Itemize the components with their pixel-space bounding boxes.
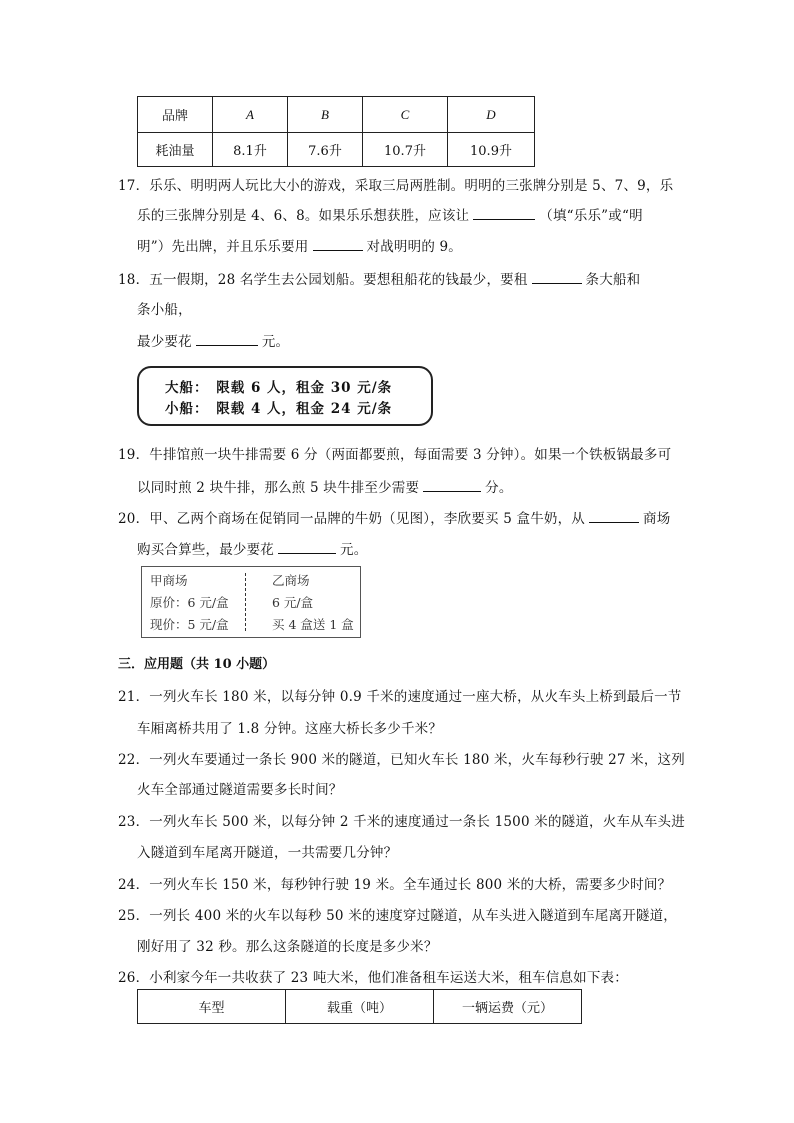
answer-blank[interactable] <box>196 332 258 346</box>
small-boat-info: 小船： 限载 4 人，租金 24 元/条 <box>165 401 393 417</box>
q17-line2 <box>137 204 643 224</box>
answer-blank[interactable] <box>589 509 639 523</box>
divider <box>245 573 246 631</box>
table-header-brand: 品牌 <box>138 97 213 133</box>
q22-line1: 22．一列火车要通过一条长 900 米的隧道，已知火车长 180 米，火车每秒行驶 27 米，这列 <box>118 752 685 768</box>
q18-text: 条大船和 <box>585 272 641 288</box>
mall-a-current-price: 现价：5 元/盒 <box>150 617 229 632</box>
q18-text: 最少要花 <box>137 334 192 350</box>
table-header-fee: 一辆运费（元） <box>434 990 582 1024</box>
brand-cell: A <box>213 97 288 133</box>
fuel-value-cell: 7.6升 <box>288 133 363 167</box>
mall-b-offer: 买 4 盒送 1 盒 <box>272 617 354 632</box>
q18-line2: 条小船， <box>137 302 192 318</box>
fuel-consumption-table <box>137 96 535 167</box>
mall-a-original-price: 原价：6 元/盒 <box>150 595 229 610</box>
q20-text: 商场 <box>643 511 671 527</box>
brand-cell: B <box>288 97 363 133</box>
fuel-value-cell: 10.9升 <box>448 133 535 167</box>
q19-text: 以同时煎 2 块牛排，那么煎 5 块牛排至少需要 <box>137 480 420 496</box>
table-header-vehicle-type: 车型 <box>138 990 286 1024</box>
q17-text: 明”）先出牌，并且乐乐要用 <box>137 239 309 255</box>
q25-line2: 刚好用了 32 秒。那么这条隧道的长度是多少米？ <box>137 939 438 955</box>
q17-line3 <box>137 235 462 255</box>
q20-line1 <box>118 507 670 527</box>
q17-text: 乐的三张牌分别是 4、6、8。如果乐乐想获胜，应该让 <box>137 208 470 224</box>
q21-line1: 21．一列火车长 180 米，以每分钟 0.9 千米的速度通过一座大桥，从火车头上桥到最后一节 <box>118 689 682 705</box>
mall-b-title: 乙商场 <box>272 573 310 588</box>
boat-rental-info-box <box>137 366 433 426</box>
mall-a-title: 甲商场 <box>150 573 188 588</box>
q18-text: 元。 <box>261 334 290 350</box>
answer-blank[interactable] <box>278 540 336 554</box>
fuel-value-cell: 8.1升 <box>213 133 288 167</box>
section-title: 三．应用题（共 10 小题） <box>118 657 276 672</box>
truck-rental-table <box>137 989 582 1024</box>
q20-text: 元。 <box>340 542 368 558</box>
answer-blank[interactable] <box>473 206 535 220</box>
q20-text: 20．甲、乙两个商场在促销同一品牌的牛奶（见图），李欣要买 5 盒牛奶，从 <box>118 511 585 527</box>
brand-cell: D <box>448 97 535 133</box>
table-header-load: 载重（吨） <box>286 990 434 1024</box>
q18-line3 <box>137 330 289 350</box>
answer-blank[interactable] <box>532 270 582 284</box>
q26-line1: 26．小利家今年一共收获了 23 吨大米，他们准备租车运送大米，租车信息如下表： <box>118 970 628 986</box>
answer-blank[interactable] <box>423 478 481 492</box>
mall-promotion-box <box>141 566 361 638</box>
q17-text: （填“乐乐”或“明 <box>539 208 643 224</box>
table-row-label-fuel: 耗油量 <box>138 133 213 167</box>
q18-text: 18．五一假期，28 名学生去公园划船。要想租船花的钱最少，要租 <box>118 272 528 288</box>
q25-line1: 25．一列长 400 米的火车以每秒 50 米的速度穿过隧道，从车头进入隧道到车尾离开隧道， <box>118 908 677 924</box>
q23-line2: 入隧道到车尾离开隧道，一共需要几分钟？ <box>137 845 398 861</box>
q17-text: 对战明明的 9。 <box>366 239 462 255</box>
fuel-value-cell: 10.7升 <box>363 133 448 167</box>
q20-line2 <box>137 538 367 558</box>
q23-line1: 23．一列火车长 500 米，以每分钟 2 千米的速度通过一条长 1500 米的隧道，火车从车头进 <box>118 814 685 830</box>
q17-line1: 17．乐乐、明明两人玩比大小的游戏，采取三局两胜制。明明的三张牌分别是 5、7、9，乐 <box>118 178 674 194</box>
q22-line2: 火车全部通过隧道需要多长时间？ <box>137 782 343 798</box>
big-boat-info: 大船： 限载 6 人，租金 30 元/条 <box>165 380 393 396</box>
answer-blank[interactable] <box>313 237 363 251</box>
q24-line1: 24．一列火车长 150 米，每秒钟行驶 19 米。全车通过长 800 米的大桥，需要多少时间？ <box>118 877 672 893</box>
mall-b-price: 6 元/盒 <box>272 595 314 610</box>
brand-cell: C <box>363 97 448 133</box>
q18-line1 <box>118 268 640 288</box>
q19-text: 分。 <box>485 480 513 496</box>
q21-line2: 车厢离桥共用了 1.8 分钟。这座大桥长多少千米？ <box>137 721 443 737</box>
q19-line1: 19．牛排馆煎一块牛排需要 6 分（两面都要煎，每面需要 3 分钟）。如果一个铁板锅最多可 <box>118 447 672 463</box>
q19-line2 <box>137 476 513 496</box>
q20-text: 购买合算些，最少要花 <box>137 542 274 558</box>
